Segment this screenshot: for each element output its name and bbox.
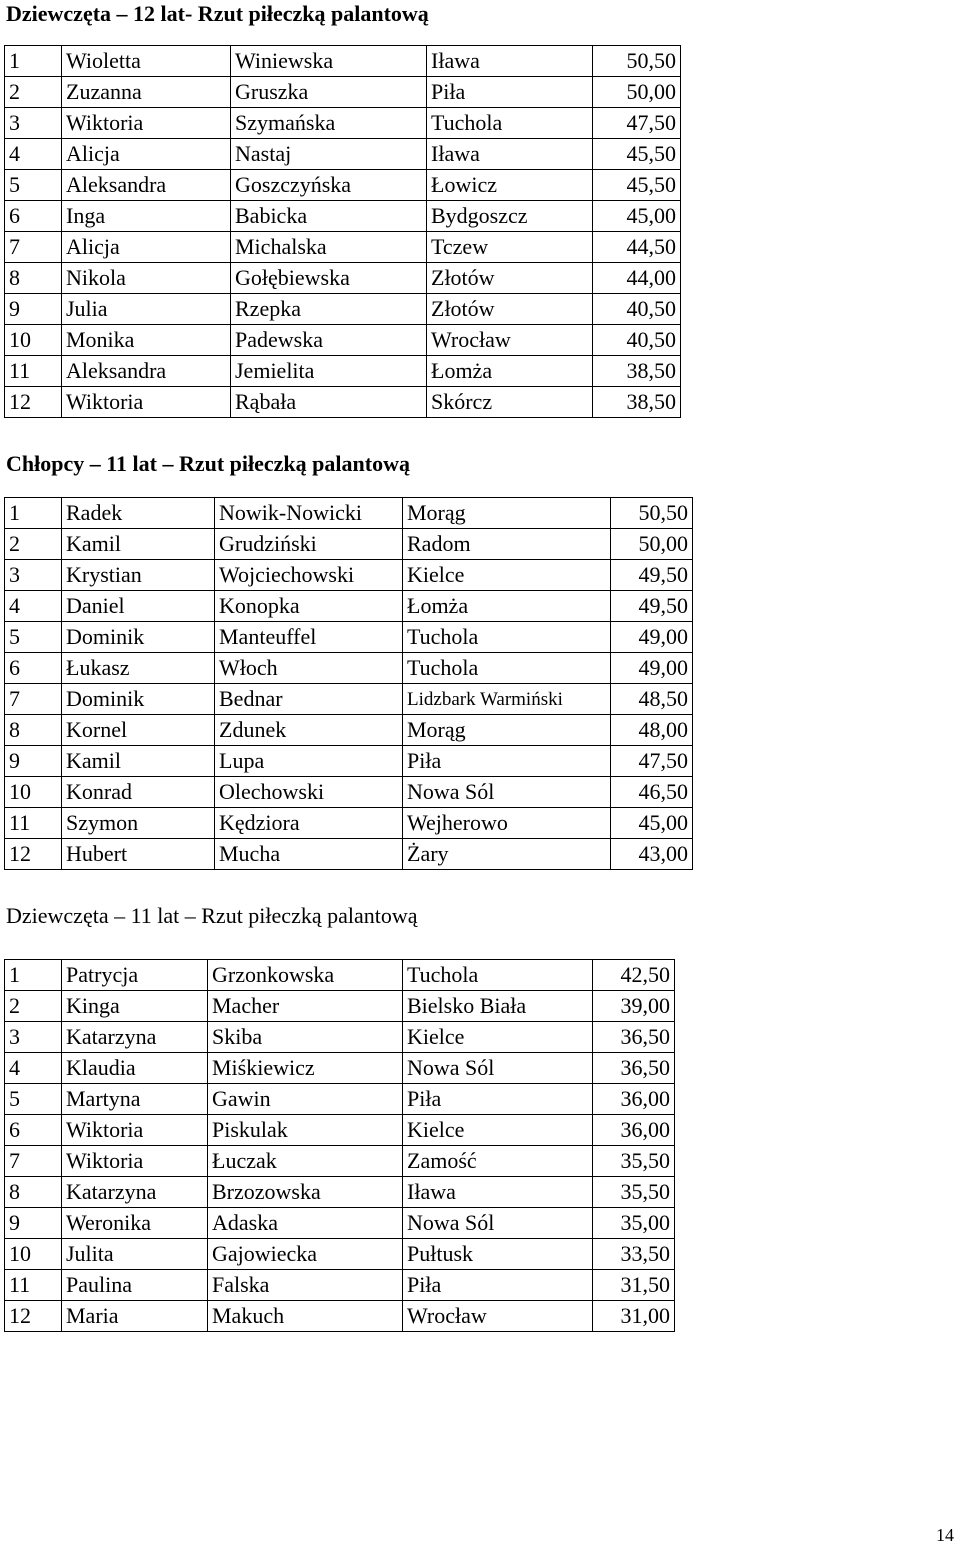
table-row xyxy=(5,1146,675,1177)
score-cell: 45,50 xyxy=(593,170,681,201)
score-cell: 45,50 xyxy=(593,139,681,170)
city-cell: Lidzbark Warmiński xyxy=(403,684,611,715)
table-row xyxy=(5,325,681,356)
score-cell: 47,50 xyxy=(593,108,681,139)
table-row xyxy=(5,139,681,170)
score-cell: 50,50 xyxy=(611,498,693,529)
last-name-cell: Piskulak xyxy=(208,1115,403,1146)
table-row xyxy=(5,808,693,839)
first-name-cell: Julita xyxy=(62,1239,208,1270)
last-name-cell: Konopka xyxy=(215,591,403,622)
rank-cell: 2 xyxy=(5,77,62,108)
score-cell: 31,00 xyxy=(593,1301,675,1332)
city-cell: Wejherowo xyxy=(403,808,611,839)
last-name-cell: Lupa xyxy=(215,746,403,777)
rank-cell: 7 xyxy=(5,684,62,715)
last-name-cell: Grzonkowska xyxy=(208,960,403,991)
results-table-girls-12 xyxy=(4,45,681,418)
city-cell: Tczew xyxy=(427,232,593,263)
score-cell: 48,50 xyxy=(611,684,693,715)
table-row xyxy=(5,529,693,560)
city-cell: Łomża xyxy=(403,591,611,622)
city-cell: Kielce xyxy=(403,1022,593,1053)
first-name-cell: Alicja xyxy=(62,139,231,170)
first-name-cell: Martyna xyxy=(62,1084,208,1115)
last-name-cell: Macher xyxy=(208,991,403,1022)
page-number: 14 xyxy=(936,1525,954,1545)
city-cell: Wrocław xyxy=(403,1301,593,1332)
score-cell: 38,50 xyxy=(593,356,681,387)
rank-cell: 11 xyxy=(5,356,62,387)
city-cell: Złotów xyxy=(427,263,593,294)
first-name-cell: Monika xyxy=(62,325,231,356)
table-row xyxy=(5,77,681,108)
table-row xyxy=(5,777,693,808)
last-name-cell: Makuch xyxy=(208,1301,403,1332)
table-row xyxy=(5,232,681,263)
last-name-cell: Gruszka xyxy=(231,77,427,108)
score-cell: 35,50 xyxy=(593,1146,675,1177)
first-name-cell: Krystian xyxy=(62,560,215,591)
city-cell: Iława xyxy=(403,1177,593,1208)
city-cell: Nowa Sól xyxy=(403,1053,593,1084)
score-cell: 50,50 xyxy=(593,46,681,77)
last-name-cell: Brzozowska xyxy=(208,1177,403,1208)
score-cell: 36,50 xyxy=(593,1022,675,1053)
rank-cell: 4 xyxy=(5,139,62,170)
last-name-cell: Babicka xyxy=(231,201,427,232)
last-name-cell: Falska xyxy=(208,1270,403,1301)
first-name-cell: Hubert xyxy=(62,839,215,870)
city-cell: Morąg xyxy=(403,498,611,529)
table-row xyxy=(5,684,693,715)
first-name-cell: Wiktoria xyxy=(62,387,231,418)
last-name-cell: Gołębiewska xyxy=(231,263,427,294)
rank-cell: 10 xyxy=(5,1239,62,1270)
first-name-cell: Katarzyna xyxy=(62,1022,208,1053)
section-heading-girls-12: Dziewczęta – 12 lat- Rzut piłeczką palantową xyxy=(6,1,429,26)
last-name-cell: Adaska xyxy=(208,1208,403,1239)
first-name-cell: Katarzyna xyxy=(62,1177,208,1208)
first-name-cell: Radek xyxy=(62,498,215,529)
first-name-cell: Kinga xyxy=(62,991,208,1022)
city-cell: Piła xyxy=(427,77,593,108)
score-cell: 47,50 xyxy=(611,746,693,777)
last-name-cell: Nastaj xyxy=(231,139,427,170)
score-cell: 44,00 xyxy=(593,263,681,294)
results-table-boys-11 xyxy=(4,497,693,870)
city-cell: Łowicz xyxy=(427,170,593,201)
last-name-cell: Goszczyńska xyxy=(231,170,427,201)
city-cell: Zamość xyxy=(403,1146,593,1177)
city-cell: Żary xyxy=(403,839,611,870)
last-name-cell: Szymańska xyxy=(231,108,427,139)
table-row xyxy=(5,1208,675,1239)
rank-cell: 3 xyxy=(5,1022,62,1053)
city-cell: Złotów xyxy=(427,294,593,325)
rank-cell: 1 xyxy=(5,960,62,991)
last-name-cell: Manteuffel xyxy=(215,622,403,653)
score-cell: 36,00 xyxy=(593,1084,675,1115)
first-name-cell: Weronika xyxy=(62,1208,208,1239)
last-name-cell: Olechowski xyxy=(215,777,403,808)
first-name-cell: Zuzanna xyxy=(62,77,231,108)
score-cell: 49,50 xyxy=(611,591,693,622)
last-name-cell: Winiewska xyxy=(231,46,427,77)
city-cell: Bydgoszcz xyxy=(427,201,593,232)
first-name-cell: Dominik xyxy=(62,684,215,715)
first-name-cell: Konrad xyxy=(62,777,215,808)
first-name-cell: Dominik xyxy=(62,622,215,653)
table-row xyxy=(5,498,693,529)
city-cell: Kielce xyxy=(403,1115,593,1146)
rank-cell: 8 xyxy=(5,1177,62,1208)
first-name-cell: Wiktoria xyxy=(62,108,231,139)
first-name-cell: Nikola xyxy=(62,263,231,294)
first-name-cell: Kamil xyxy=(62,746,215,777)
rank-cell: 2 xyxy=(5,991,62,1022)
rank-cell: 10 xyxy=(5,777,62,808)
city-cell: Piła xyxy=(403,1084,593,1115)
table-row xyxy=(5,960,675,991)
rank-cell: 12 xyxy=(5,839,62,870)
first-name-cell: Kornel xyxy=(62,715,215,746)
table-row xyxy=(5,1270,675,1301)
rank-cell: 5 xyxy=(5,1084,62,1115)
table-row xyxy=(5,356,681,387)
table-row xyxy=(5,560,693,591)
score-cell: 35,50 xyxy=(593,1177,675,1208)
last-name-cell: Rąbała xyxy=(231,387,427,418)
rank-cell: 1 xyxy=(5,46,62,77)
score-cell: 40,50 xyxy=(593,294,681,325)
score-cell: 36,00 xyxy=(593,1115,675,1146)
first-name-cell: Klaudia xyxy=(62,1053,208,1084)
last-name-cell: Gawin xyxy=(208,1084,403,1115)
first-name-cell: Wiktoria xyxy=(62,1115,208,1146)
last-name-cell: Wojciechowski xyxy=(215,560,403,591)
rank-cell: 3 xyxy=(5,108,62,139)
score-cell: 48,00 xyxy=(611,715,693,746)
city-cell: Tuchola xyxy=(427,108,593,139)
table-row xyxy=(5,1301,675,1332)
city-cell: Tuchola xyxy=(403,653,611,684)
rank-cell: 5 xyxy=(5,170,62,201)
first-name-cell: Aleksandra xyxy=(62,170,231,201)
last-name-cell: Skiba xyxy=(208,1022,403,1053)
first-name-cell: Maria xyxy=(62,1301,208,1332)
first-name-cell: Wiktoria xyxy=(62,1146,208,1177)
rank-cell: 4 xyxy=(5,591,62,622)
rank-cell: 5 xyxy=(5,622,62,653)
rank-cell: 6 xyxy=(5,653,62,684)
score-cell: 43,00 xyxy=(611,839,693,870)
first-name-cell: Łukasz xyxy=(62,653,215,684)
table-row xyxy=(5,387,681,418)
last-name-cell: Grudziński xyxy=(215,529,403,560)
results-table-girls-11 xyxy=(4,959,675,1332)
city-cell: Nowa Sól xyxy=(403,777,611,808)
last-name-cell: Jemielita xyxy=(231,356,427,387)
score-cell: 49,00 xyxy=(611,622,693,653)
rank-cell: 11 xyxy=(5,1270,62,1301)
city-cell: Bielsko Biała xyxy=(403,991,593,1022)
rank-cell: 10 xyxy=(5,325,62,356)
city-cell: Piła xyxy=(403,1270,593,1301)
rank-cell: 7 xyxy=(5,1146,62,1177)
city-cell: Wrocław xyxy=(427,325,593,356)
last-name-cell: Kędziora xyxy=(215,808,403,839)
first-name-cell: Paulina xyxy=(62,1270,208,1301)
last-name-cell: Mucha xyxy=(215,839,403,870)
rank-cell: 1 xyxy=(5,498,62,529)
last-name-cell: Gajowiecka xyxy=(208,1239,403,1270)
rank-cell: 3 xyxy=(5,560,62,591)
table-row xyxy=(5,653,693,684)
first-name-cell: Aleksandra xyxy=(62,356,231,387)
table-row xyxy=(5,991,675,1022)
rank-cell: 6 xyxy=(5,201,62,232)
table-row xyxy=(5,294,681,325)
score-cell: 44,50 xyxy=(593,232,681,263)
last-name-cell: Miśkiewicz xyxy=(208,1053,403,1084)
table-row xyxy=(5,746,693,777)
table-row xyxy=(5,591,693,622)
last-name-cell: Zdunek xyxy=(215,715,403,746)
table-row xyxy=(5,1084,675,1115)
score-cell: 49,00 xyxy=(611,653,693,684)
rank-cell: 4 xyxy=(5,1053,62,1084)
table-row xyxy=(5,108,681,139)
city-cell: Radom xyxy=(403,529,611,560)
city-cell: Tuchola xyxy=(403,960,593,991)
last-name-cell: Padewska xyxy=(231,325,427,356)
city-cell: Morąg xyxy=(403,715,611,746)
section-heading-girls-11: Dziewczęta – 11 lat – Rzut piłeczką palantową xyxy=(6,903,418,928)
first-name-cell: Patrycja xyxy=(62,960,208,991)
rank-cell: 9 xyxy=(5,746,62,777)
last-name-cell: Bednar xyxy=(215,684,403,715)
score-cell: 50,00 xyxy=(611,529,693,560)
score-cell: 35,00 xyxy=(593,1208,675,1239)
score-cell: 49,50 xyxy=(611,560,693,591)
first-name-cell: Alicja xyxy=(62,232,231,263)
city-cell: Kielce xyxy=(403,560,611,591)
rank-cell: 9 xyxy=(5,294,62,325)
city-cell: Nowa Sól xyxy=(403,1208,593,1239)
last-name-cell: Włoch xyxy=(215,653,403,684)
table-row xyxy=(5,46,681,77)
score-cell: 33,50 xyxy=(593,1239,675,1270)
city-cell: Skórcz xyxy=(427,387,593,418)
rank-cell: 2 xyxy=(5,529,62,560)
rank-cell: 9 xyxy=(5,1208,62,1239)
city-cell: Iława xyxy=(427,46,593,77)
first-name-cell: Julia xyxy=(62,294,231,325)
first-name-cell: Daniel xyxy=(62,591,215,622)
rank-cell: 11 xyxy=(5,808,62,839)
score-cell: 36,50 xyxy=(593,1053,675,1084)
section-heading-boys-11: Chłopcy – 11 lat – Rzut piłeczką palantową xyxy=(6,451,410,476)
table-row xyxy=(5,839,693,870)
table-row xyxy=(5,1115,675,1146)
score-cell: 46,50 xyxy=(611,777,693,808)
table-row xyxy=(5,170,681,201)
city-cell: Łomża xyxy=(427,356,593,387)
score-cell: 45,00 xyxy=(593,201,681,232)
city-cell: Piła xyxy=(403,746,611,777)
city-cell: Iława xyxy=(427,139,593,170)
rank-cell: 6 xyxy=(5,1115,62,1146)
score-cell: 31,50 xyxy=(593,1270,675,1301)
first-name-cell: Szymon xyxy=(62,808,215,839)
table-row xyxy=(5,715,693,746)
first-name-cell: Inga xyxy=(62,201,231,232)
last-name-cell: Rzepka xyxy=(231,294,427,325)
city-cell: Tuchola xyxy=(403,622,611,653)
first-name-cell: Kamil xyxy=(62,529,215,560)
table-row xyxy=(5,1053,675,1084)
last-name-cell: Michalska xyxy=(231,232,427,263)
last-name-cell: Nowik-Nowicki xyxy=(215,498,403,529)
score-cell: 38,50 xyxy=(593,387,681,418)
score-cell: 39,00 xyxy=(593,991,675,1022)
table-row xyxy=(5,1177,675,1208)
rank-cell: 7 xyxy=(5,232,62,263)
first-name-cell: Wioletta xyxy=(62,46,231,77)
score-cell: 50,00 xyxy=(593,77,681,108)
table-row xyxy=(5,263,681,294)
score-cell: 40,50 xyxy=(593,325,681,356)
table-row xyxy=(5,201,681,232)
score-cell: 45,00 xyxy=(611,808,693,839)
score-cell: 42,50 xyxy=(593,960,675,991)
rank-cell: 12 xyxy=(5,1301,62,1332)
rank-cell: 12 xyxy=(5,387,62,418)
table-row xyxy=(5,1239,675,1270)
last-name-cell: Łuczak xyxy=(208,1146,403,1177)
table-row xyxy=(5,622,693,653)
rank-cell: 8 xyxy=(5,715,62,746)
table-row xyxy=(5,1022,675,1053)
rank-cell: 8 xyxy=(5,263,62,294)
city-cell: Pułtusk xyxy=(403,1239,593,1270)
